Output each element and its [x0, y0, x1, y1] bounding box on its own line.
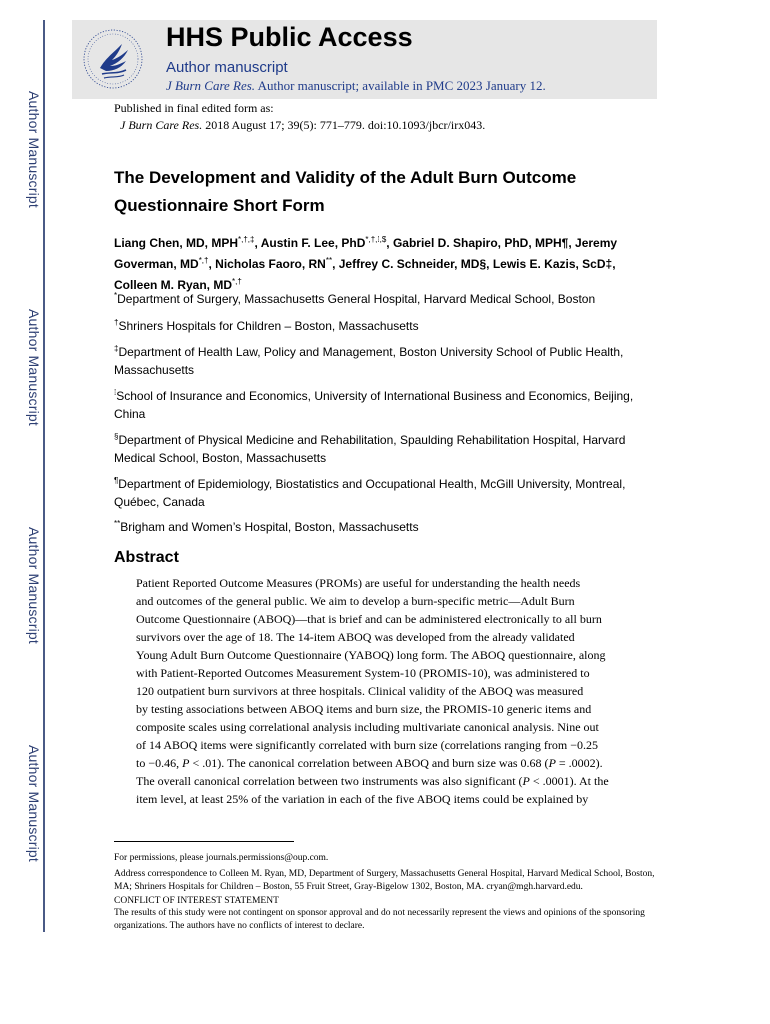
affiliation-item — [114, 515, 659, 536]
author-name: Gabriel D. Shapiro, PhD, MPH¶ — [392, 236, 569, 250]
affiliation-text: Department of Epidemiology, Biostatistics and Occupational Health, McGill University, Montreal, Québec, Canada — [114, 477, 626, 509]
affiliation-text: Shriners Hospitals for Children – Boston, Massachusetts — [118, 319, 419, 333]
author-affiliation-marks: *,† — [232, 277, 242, 286]
affiliation-item — [114, 472, 659, 511]
affiliation-item — [114, 314, 659, 335]
abstract-line: by testing associations between ABOQ items and burn size, the PROMIS-10 generic items and — [136, 702, 592, 716]
published-label: Published in final edited form as: — [114, 101, 274, 115]
affiliation-mark: § — [114, 432, 119, 441]
header-journal-line — [166, 78, 546, 94]
abstract-line: The overall canonical correlation between two instruments was also significant (P < .0001). At the — [136, 774, 609, 788]
hhs-header-banner — [72, 20, 657, 99]
author-name: Lewis E. Kazis, ScD‡ — [492, 257, 613, 271]
abstract-line: and outcomes of the general public. We aim to develop a burn-specific metric—Adult Burn — [136, 594, 575, 608]
author-affiliation-marks: *,†,‡ — [238, 235, 255, 244]
author-separator: , — [332, 257, 339, 271]
abstract-heading: Abstract — [114, 549, 179, 566]
footnote-rule — [114, 841, 294, 842]
abstract-line: of 14 ABOQ items were significantly correlated with burn size (correlations ranging from −0.25 — [136, 738, 598, 752]
abstract-line: composite scales using correlational analysis including multivariate canonical analysis. Nine out — [136, 720, 599, 734]
sidebar-label-2: Author Manuscript — [26, 309, 42, 427]
hhs-eagle-logo-icon — [82, 28, 144, 90]
sidebar-label-1: Author Manuscript — [26, 91, 42, 209]
conflict-of-interest-text: The results of this study were not contingent on sponsor approval and do not necessarily represent the views and opinions of the sponsoring organizations. The authors have no conflicts of interest to declare. — [114, 908, 645, 931]
abstract-line: item level, at least 25% of the variation in each of the five ABOQ items could be explained by — [136, 792, 589, 806]
author-affiliation-marks: *,† — [198, 256, 209, 265]
affiliation-mark: * — [114, 291, 118, 300]
abstract-line: survivors over the age of 18. The 14-item ABOQ was developed from the already validated — [136, 630, 575, 644]
author-separator: , — [486, 257, 493, 271]
article-title: The Development and Validity of the Adult Burn Outcome Questionnaire Short Form — [114, 168, 577, 215]
author-manuscript-label: Author manuscript — [166, 59, 288, 76]
affiliation-mark: † — [114, 318, 119, 327]
author-separator: , — [254, 236, 261, 250]
author-name: Liang Chen, MD, MPH — [114, 236, 238, 250]
affiliation-mark: ¶ — [114, 476, 119, 485]
published-citation-details: 2018 August 17; 39(5): 771–779. doi:10.1093/jbcr/irx043. — [202, 118, 486, 132]
author-affiliation-marks: ** — [325, 256, 333, 265]
conflict-of-interest-heading: CONFLICT OF INTEREST STATEMENT — [114, 896, 279, 906]
author-name: Colleen M. Ryan, MD — [114, 278, 233, 292]
published-in-block — [114, 100, 485, 134]
author-separator: , — [612, 257, 616, 271]
permissions-note: For permissions, please journals.permissions@oup.com. — [114, 853, 329, 863]
affiliation-item — [114, 287, 659, 308]
affiliation-mark: ⁞ — [114, 388, 117, 397]
author-affiliation-marks: *,†,⁞,$ — [365, 235, 387, 244]
abstract-line: with Patient-Reported Outcomes Measurement System-10 (PROMIS-10), was administered to — [136, 666, 590, 680]
affiliation-text: Department of Physical Medicine and Rehabilitation, Spaulding Rehabilitation Hospital, Harvard Medical School, Boston, Massachusetts — [114, 433, 626, 465]
abstract-line: 120 outpatient burn survivors at three hospitals. Clinical validity of the ABOQ was measured — [136, 684, 584, 698]
correspondence-note: Address correspondence to Colleen M. Ryan, MD, Department of Surgery, Massachusetts General Hospital, Harvard Medical School, Boston, MA; Shriners Hospitals for Children – Boston, 55 Fruit Street, Gray-Bigelow 1302, Boston, MA. cryan@mgh.harvard.edu. — [114, 869, 655, 892]
hhs-public-access-title: HHS Public Access — [166, 22, 413, 52]
published-journal-abbrev: J Burn Care Res. — [120, 118, 203, 132]
author-name: Jeremy Goverman, MD — [114, 236, 618, 271]
author-name: Jeffrey C. Schneider, MD§ — [338, 257, 487, 271]
header-journal-abbrev: J Burn Care Res. — [166, 78, 256, 93]
affiliation-item — [114, 384, 659, 423]
author-list — [114, 231, 659, 294]
abstract-line: Outcome Questionnaire (ABOQ)—that is brief and can be administered electronically to all burn — [136, 612, 602, 626]
author-separator: , — [568, 236, 576, 250]
published-citation — [114, 117, 485, 134]
affiliation-text: Department of Health Law, Policy and Management, Boston University School of Public Health, Massachusetts — [114, 345, 624, 377]
author-separator: , — [208, 257, 216, 271]
abstract-line: to −0.46, P < .01). The canonical correlation between ABOQ and burn size was 0.68 (P = .0002). — [136, 756, 603, 770]
sidebar-label-4: Author Manuscript — [26, 745, 42, 863]
affiliation-item — [114, 340, 659, 379]
abstract-line: Patient Reported Outcome Measures (PROMs) are useful for understanding the health needs — [136, 576, 581, 590]
author-separator: , — [386, 236, 393, 250]
affiliation-mark: ** — [114, 519, 121, 528]
sidebar-label-3: Author Manuscript — [26, 527, 42, 645]
affiliation-text: Department of Surgery, Massachusetts General Hospital, Harvard Medical School, Boston — [117, 292, 596, 306]
abstract-body — [136, 574, 636, 808]
author-name: Nicholas Faoro, RN — [215, 257, 326, 271]
abstract-line: Young Adult Burn Outcome Questionnaire (YABOQ) long form. The ABOQ questionnaire, along — [136, 648, 606, 662]
author-name: Austin F. Lee, PhD — [260, 236, 366, 250]
affiliation-item — [114, 428, 659, 467]
author-manuscript-sidebar — [0, 0, 46, 1024]
affiliation-mark: ‡ — [114, 344, 119, 353]
header-journal-availability: Author manuscript; available in PMC 2023 January 12. — [255, 78, 546, 93]
affiliation-text: Brigham and Women’s Hospital, Boston, Massachusetts — [120, 520, 419, 534]
affiliation-text: School of Insurance and Economics, University of International Business and Economics, Beijing, China — [114, 389, 634, 421]
